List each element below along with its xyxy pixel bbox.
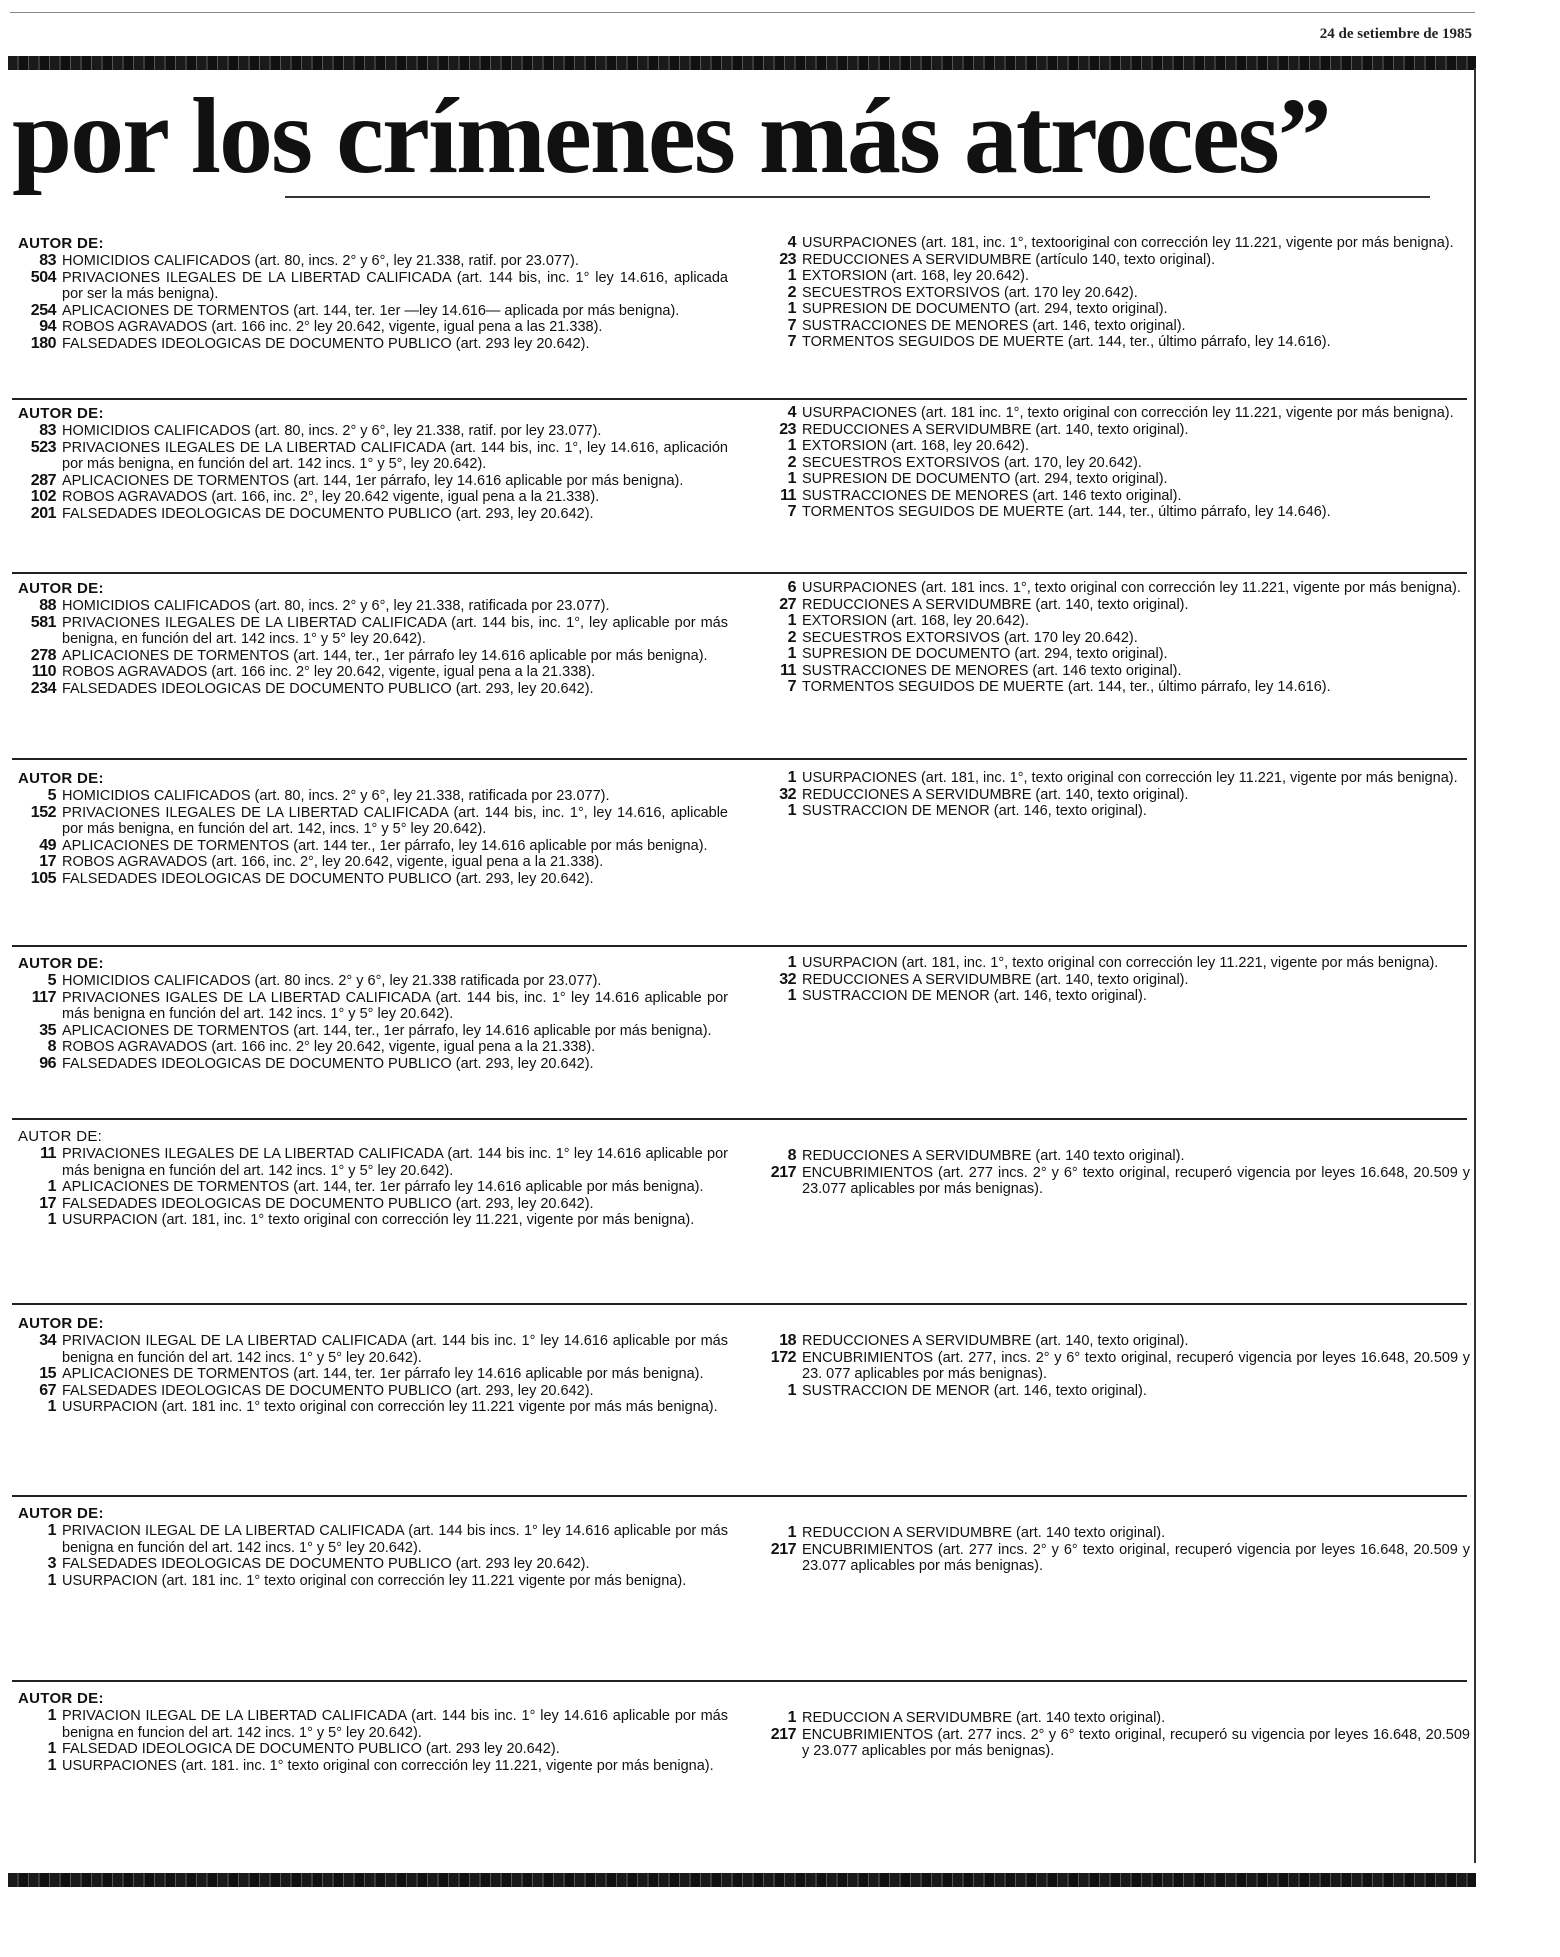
charge-count: 5	[47, 787, 56, 804]
charge-item	[18, 473, 728, 490]
right-column	[758, 1333, 1470, 1399]
left-column	[18, 1690, 728, 1774]
charge-count: 1	[787, 769, 796, 786]
charge-count: 1	[787, 987, 796, 1004]
charge-text: APLICACIONES DE TORMENTOS (art. 144 ter., 1er párrafo, ley 14.616 aplicable por más benigna).	[62, 837, 708, 854]
charge-text: PRIVACIONES ILEGALES DE LA LIBERTAD CALIFICADA (art. 144 bis inc. 1° ley 14.616 aplicable por más benigna en función del art. 142 incs. 1° y 5° ley 20.642).	[62, 1146, 728, 1179]
charge-item	[758, 646, 1470, 663]
headline-rule	[285, 196, 1430, 198]
charge-item	[18, 788, 728, 805]
charge-item	[758, 488, 1470, 505]
charge-count: 23	[779, 250, 796, 268]
charge-item	[758, 252, 1470, 269]
charge-item	[758, 1727, 1470, 1760]
charge-item	[18, 1146, 728, 1179]
charge-text: REDUCCIONES A SERVIDUMBRE (artículo 140, texto original).	[802, 251, 1216, 268]
charge-item	[758, 405, 1470, 422]
charge-text: USURPACIONES (art. 181. inc. 1° texto original con corrección ley 11.221, vigente por más benigna).	[62, 1757, 714, 1774]
charge-item	[758, 988, 1470, 1005]
charge-count: 581	[30, 613, 56, 631]
charge-count: 504	[30, 268, 56, 286]
charge-count: 7	[787, 316, 796, 334]
charge-count: 278	[30, 646, 56, 664]
charge-text: FALSEDADES IDEOLOGICAS DE DOCUMENTO PUBLICO (art. 293 ley 20.642).	[62, 335, 590, 352]
charge-item	[758, 504, 1470, 521]
left-column	[18, 235, 728, 352]
charge-count: 4	[787, 234, 796, 251]
charge-item	[758, 972, 1470, 989]
charge-text: USURPACIONES (art. 181, inc. 1°, textooriginal con corrección ley 11.221, vigente por más benigna).	[802, 235, 1454, 251]
charge-item	[758, 235, 1470, 252]
charge-count: 1	[47, 1398, 56, 1415]
charge-count: 83	[39, 422, 56, 439]
charge-text: FALSEDADES IDEOLOGICAS DE DOCUMENTO PUBLICO (art. 293, ley 20.642).	[62, 870, 594, 887]
charge-text: SUSTRACCIONES DE MENORES (art. 146 texto original).	[802, 487, 1182, 504]
charge-count: 7	[787, 503, 796, 520]
section-divider	[12, 945, 1467, 947]
charge-text: HOMICIDIOS CALIFICADOS (art. 80, incs. 2° y 6°, ley 21.338, ratif. por 23.077).	[62, 253, 579, 269]
charge-count: 7	[787, 333, 796, 350]
charge-count: 1	[787, 1709, 796, 1726]
charge-count: 523	[30, 438, 56, 456]
charge-text: USURPACION (art. 181, inc. 1°, texto original con corrección ley 11.221, vigente por más benigna).	[802, 955, 1439, 971]
charge-item	[758, 1165, 1470, 1198]
section-divider	[12, 572, 1467, 574]
charge-item	[18, 1366, 728, 1383]
charge-count: 8	[787, 1147, 796, 1164]
charge-text: PRIVACIONES ILEGALES DE LA LIBERTAD CALIFICADA (art. 144 bis, inc. 1°, ley aplicable por más benigna, en función del art. 142 incs. 1° y 5° ley 20.642).	[62, 614, 728, 647]
charge-text: FALSEDADES IDEOLOGICAS DE DOCUMENTO PUBLICO (art. 293, ley 20.642).	[62, 1055, 594, 1072]
charge-text: EXTORSION (art. 168, ley 20.642).	[802, 613, 1029, 629]
charge-item	[18, 303, 728, 320]
charge-item	[758, 1333, 1470, 1350]
charge-count: 1	[787, 300, 796, 317]
right-column	[758, 1525, 1470, 1575]
charge-count: 32	[779, 970, 796, 988]
charge-item	[758, 268, 1470, 285]
autor-de-heading: AUTOR DE:	[18, 1690, 104, 1707]
charge-item	[18, 805, 728, 838]
charge-item	[758, 597, 1470, 614]
charge-count: 5	[47, 972, 56, 989]
charge-text: SECUESTROS EXTORSIVOS (art. 170, ley 20.642).	[802, 454, 1142, 471]
charge-text: APLICACIONES DE TORMENTOS (art. 144, ter., 1er párrafo, ley 14.616 aplicable por más benigna).	[62, 1022, 712, 1039]
charge-count: 1	[47, 1522, 56, 1539]
autor-de-heading: AUTOR DE:	[18, 770, 104, 787]
charge-count: 6	[787, 579, 796, 596]
right-column	[758, 770, 1470, 820]
charge-text: SUSTRACCIONES DE MENORES (art. 146, texto original).	[802, 317, 1186, 334]
charge-count: 4	[787, 404, 796, 421]
left-column	[18, 405, 728, 522]
charge-text: EXTORSION (art. 168, ley 20.642).	[802, 268, 1029, 284]
top-rule	[10, 12, 1475, 13]
charge-item	[758, 455, 1470, 472]
charge-count: 217	[770, 1725, 796, 1743]
charge-count: 11	[40, 1145, 56, 1162]
charge-count: 1	[787, 1381, 796, 1399]
charge-item	[758, 630, 1470, 647]
charge-text: REDUCCIONES A SERVIDUMBRE (art. 140, texto original).	[802, 971, 1189, 988]
section-divider	[12, 1495, 1467, 1497]
charge-item	[18, 423, 728, 440]
charge-count: 117	[31, 988, 56, 1006]
charge-count: 88	[39, 597, 56, 614]
charge-count: 1	[787, 1524, 796, 1541]
charge-text: APLICACIONES DE TORMENTOS (art. 144, ter., 1er párrafo ley 14.616 aplicable por más benigna).	[62, 647, 708, 664]
charge-count: 201	[30, 504, 56, 522]
left-column	[18, 1505, 728, 1589]
charge-item	[18, 1708, 728, 1741]
left-column	[18, 1315, 728, 1416]
charge-text: ENCUBRIMIENTOS (art. 277, incs. 2° y 6° texto original, recuperó vigencia por leyes 16.648, 20.509 y 23. 077 aplicables por más benignas).	[802, 1349, 1470, 1382]
charge-item	[758, 1525, 1470, 1542]
charge-text: USURPACION (art. 181 inc. 1° texto original con corrección ley 11.221 vigente por más benigna).	[62, 1572, 687, 1589]
charge-text: FALSEDADES IDEOLOGICAS DE DOCUMENTO PUBLICO (art. 293, ley 20.642).	[62, 1195, 594, 1212]
charge-count: 67	[39, 1381, 56, 1399]
charge-text: ROBOS AGRAVADOS (art. 166 inc. 2° ley 20.642, vigente, igual pena a las 21.338).	[62, 319, 603, 335]
charge-count: 1	[47, 1571, 56, 1589]
charge-item	[18, 489, 728, 506]
charge-item	[18, 1523, 728, 1556]
charge-text: APLICACIONES DE TORMENTOS (art. 144, 1er párrafo, ley 14.616 aplicable por más benigna).	[62, 472, 684, 489]
charge-text: ENCUBRIMIENTOS (art. 277 incs. 2° y 6° texto original, recuperó su vigencia por leyes 16.648, 20.509 y 23.077 aplicables por más benignas).	[802, 1726, 1470, 1759]
charge-item	[18, 973, 728, 990]
charge-text: USURPACION (art. 181, inc. 1° texto original con corrección ley 11.221, vigente por más benigna).	[62, 1212, 695, 1228]
charge-count: 27	[779, 595, 796, 613]
charge-text: ROBOS AGRAVADOS (art. 166, inc. 2°, ley 20.642, vigente, igual pena a la 21.338).	[62, 854, 604, 870]
charge-text: USURPACIONES (art. 181 incs. 1°, texto original con corrección ley 11.221, vigente por más benigna).	[802, 580, 1461, 596]
charge-count: 15	[39, 1365, 56, 1382]
charge-count: 1	[47, 1756, 56, 1774]
charge-text: FALSEDADES IDEOLOGICAS DE DOCUMENTO PUBLICO (art. 293, ley 20.642).	[62, 680, 594, 697]
charge-text: PRIVACIONES ILEGALES DE LA LIBERTAD CALIFICADA (art. 144 bis, inc. 1° ley 14.616, aplicada por ser la más benigna).	[62, 269, 728, 302]
charge-item	[18, 1573, 728, 1590]
right-frame-rule	[1474, 68, 1476, 1863]
charge-count: 2	[787, 453, 796, 471]
charge-item	[758, 1350, 1470, 1383]
charge-item	[758, 1383, 1470, 1400]
right-column	[758, 580, 1470, 696]
charge-count: 1	[787, 267, 796, 284]
charge-text: SUPRESION DE DOCUMENTO (art. 294, texto original).	[802, 471, 1168, 487]
autor-de-heading: AUTOR DE:	[18, 1505, 104, 1522]
charge-text: APLICACIONES DE TORMENTOS (art. 144, ter. 1er párrafo ley 14.616 aplicable por más benigna).	[62, 1366, 704, 1382]
charge-text: EXTORSION (art. 168, ley 20.642).	[802, 438, 1029, 454]
right-column	[758, 1710, 1470, 1760]
section-divider	[12, 1680, 1467, 1682]
charge-item	[18, 253, 728, 270]
charge-item	[758, 438, 1470, 455]
charge-item	[758, 1710, 1470, 1727]
charge-count: 94	[39, 318, 56, 335]
charge-count: 217	[770, 1540, 796, 1558]
autor-de-heading: AUTOR DE:	[18, 580, 104, 597]
charge-text: ENCUBRIMIENTOS (art. 277 incs. 2° y 6° texto original, recuperó vigencia por leyes 16.648, 20.509 y 23.077 aplicables por más benignas).	[802, 1164, 1470, 1197]
charge-item	[758, 787, 1470, 804]
right-column	[758, 405, 1470, 521]
charge-count: 49	[39, 836, 56, 854]
charge-text: SECUESTROS EXTORSIVOS (art. 170 ley 20.642).	[802, 629, 1138, 646]
charge-item	[18, 1023, 728, 1040]
charge-count: 32	[779, 785, 796, 803]
charge-count: 3	[47, 1555, 56, 1572]
charge-count: 1	[47, 1740, 56, 1757]
charge-count: 1	[787, 645, 796, 662]
charge-text: REDUCCION A SERVIDUMBRE (art. 140 texto original).	[802, 1710, 1166, 1726]
charge-text: ROBOS AGRAVADOS (art. 166 inc. 2° ley 20.642, vigente, igual pena a la 21.338).	[62, 1039, 596, 1055]
charge-text: HOMICIDIOS CALIFICADOS (art. 80, incs. 2° y 6°, ley 21.338, ratif. por ley 23.077).	[62, 423, 602, 439]
charge-text: HOMICIDIOS CALIFICADOS (art. 80, incs. 2° y 6°, ley 21.338, ratificada por 23.077).	[62, 788, 610, 804]
charge-text: TORMENTOS SEGUIDOS DE MUERTE (art. 144, ter., último párrafo, ley 14.616).	[802, 679, 1331, 695]
charge-text: FALSEDADES IDEOLOGICAS DE DOCUMENTO PUBLICO (art. 293 ley 20.642).	[62, 1556, 590, 1572]
charge-item	[18, 1758, 728, 1775]
charge-count: 110	[31, 663, 56, 680]
charge-count: 1	[787, 802, 796, 819]
charge-text: FALSEDADES IDEOLOGICAS DE DOCUMENTO PUBLICO (art. 293, ley 20.642).	[62, 1382, 594, 1399]
charge-text: REDUCCIONES A SERVIDUMBRE (art. 140 texto original).	[802, 1148, 1185, 1164]
charge-text: PRIVACIONES IGALES DE LA LIBERTAD CALIFICADA (art. 144 bis, inc. 1° ley 14.616 aplicable por más benigna en función del art. 142 incs. 1° y 5° ley 20.642).	[62, 989, 728, 1022]
autor-de-heading: AUTOR DE:	[18, 1128, 103, 1145]
charge-item	[18, 854, 728, 871]
charge-item	[18, 615, 728, 648]
charge-item	[758, 334, 1470, 351]
charge-text: SUSTRACCION DE MENOR (art. 146, texto original).	[802, 803, 1147, 819]
charge-item	[18, 648, 728, 665]
charge-count: 180	[30, 334, 56, 352]
charge-text: TORMENTOS SEGUIDOS DE MUERTE (art. 144, ter., último párrafo, ley 14.646).	[802, 504, 1331, 520]
charge-item	[758, 613, 1470, 630]
charge-text: PRIVACION ILEGAL DE LA LIBERTAD CALIFICADA (art. 144 bis incs. 1° ley 14.616 aplicable por más benigna en función del art. 142 incs. 1° y 5° ley 20.642).	[62, 1523, 728, 1556]
charge-text: FALSEDAD IDEOLOGICA DE DOCUMENTO PUBLICO (art. 293 ley 20.642).	[62, 1741, 560, 1757]
charge-count: 2	[787, 283, 796, 301]
charge-item	[18, 1179, 728, 1196]
charge-item	[18, 1212, 728, 1229]
charge-count: 1	[47, 1211, 56, 1228]
charge-item	[758, 1542, 1470, 1575]
headline: por los crímenes más atroces”	[12, 77, 1330, 196]
charge-item	[18, 1556, 728, 1573]
charge-text: SUSTRACCION DE MENOR (art. 146, texto original).	[802, 988, 1147, 1004]
charge-item	[758, 285, 1470, 302]
charge-text: SUPRESION DE DOCUMENTO (art. 294, texto original).	[802, 646, 1168, 662]
charge-count: 152	[30, 803, 56, 821]
charge-count: 96	[39, 1054, 56, 1072]
charge-text: APLICACIONES DE TORMENTOS (art. 144, ter. 1er —ley 14.616— aplicada por más benigna).	[62, 302, 680, 319]
autor-de-heading: AUTOR DE:	[18, 405, 104, 422]
charge-count: 11	[780, 661, 796, 679]
charge-count: 17	[39, 1194, 56, 1212]
charge-item	[758, 663, 1470, 680]
charge-count: 1	[787, 437, 796, 454]
charge-item	[18, 1039, 728, 1056]
charge-item	[18, 270, 728, 303]
charge-text: REDUCCIONES A SERVIDUMBRE (art. 140, texto original).	[802, 596, 1189, 613]
charge-text: PRIVACION ILEGAL DE LA LIBERTAD CALIFICADA (art. 144 bis inc. 1° ley 14.616 aplicable por más benigna en función del art. 142 incs. 1° y 5° ley 20.642).	[62, 1333, 728, 1366]
charge-count: 234	[30, 679, 56, 697]
charge-count: 35	[39, 1021, 56, 1039]
charge-text: APLICACIONES DE TORMENTOS (art. 144, ter. 1er párrafo ley 14.616 aplicable por más benigna).	[62, 1179, 704, 1195]
charge-item	[18, 440, 728, 473]
charge-text: HOMICIDIOS CALIFICADOS (art. 80 incs. 2° y 6°, ley 21.338 ratificada por 23.077).	[62, 973, 602, 989]
autor-de-heading: AUTOR DE:	[18, 235, 104, 252]
charge-count: 254	[30, 301, 56, 319]
charge-item	[758, 1148, 1470, 1165]
charge-text: USURPACION (art. 181 inc. 1° texto original con corrección ley 11.221 vigente por más más benigna).	[62, 1399, 718, 1415]
charge-text: HOMICIDIOS CALIFICADOS (art. 80, incs. 2° y 6°, ley 21.338, ratificada por 23.077).	[62, 598, 610, 614]
charge-item	[18, 1741, 728, 1758]
charge-item	[758, 679, 1470, 696]
charge-item	[758, 955, 1470, 972]
charge-text: ROBOS AGRAVADOS (art. 166, inc. 2°, ley 20.642 vigente, igual pena a la 21.338).	[62, 489, 600, 505]
charge-text: PRIVACIONES ILEGALES DE LA LIBERTAD CALIFICADA (art. 144 bis, inc. 1°, ley 14.616, aplicación por más benigna, en función del art. 142 incs. 1° y 5°, ley 20.642).	[62, 439, 728, 472]
charge-text: USURPACIONES (art. 181 inc. 1°, texto original con corrección ley 11.221, vigente por más benigna).	[802, 405, 1454, 421]
charge-text: SUSTRACCIONES DE MENORES (art. 146 texto original).	[802, 662, 1182, 679]
left-column	[18, 580, 728, 697]
charge-item	[758, 803, 1470, 820]
charge-item	[18, 598, 728, 615]
left-column	[18, 955, 728, 1072]
charge-count: 102	[30, 488, 56, 505]
charge-count: 1	[47, 1178, 56, 1195]
charge-item	[18, 1056, 728, 1073]
charge-text: PRIVACIONES ILEGALES DE LA LIBERTAD CALIFICADA (art. 144 bis, inc. 1°, ley 14.616, aplicable por más benigna, en función del art. 142, incs. 1° y 5° ley 20.642).	[62, 804, 728, 837]
charge-item	[18, 1399, 728, 1416]
autor-de-heading: AUTOR DE:	[18, 955, 104, 972]
left-column	[18, 770, 728, 887]
charge-item	[18, 838, 728, 855]
charge-count: 1	[787, 954, 796, 971]
charge-count: 17	[39, 853, 56, 870]
charge-count: 172	[770, 1348, 796, 1366]
charge-text: SECUESTROS EXTORSIVOS (art. 170 ley 20.642).	[802, 284, 1138, 301]
charge-count: 23	[779, 420, 796, 438]
charge-count: 7	[787, 678, 796, 695]
charge-item	[18, 681, 728, 698]
charge-text: SUSTRACCION DE MENOR (art. 146, texto original).	[802, 1382, 1147, 1399]
charge-text: REDUCCIONES A SERVIDUMBRE (art. 140, texto original).	[802, 1333, 1189, 1349]
charge-count: 2	[787, 628, 796, 646]
charge-item	[18, 336, 728, 353]
charge-text: REDUCCIONES A SERVIDUMBRE (art. 140, texto original).	[802, 786, 1189, 803]
charge-text: ENCUBRIMIENTOS (art. 277 incs. 2° y 6° texto original, recuperó vigencia por leyes 16.648, 20.509 y 23.077 aplicables por más benignas).	[802, 1541, 1470, 1574]
section-divider	[12, 1303, 1467, 1305]
charge-item	[18, 1333, 728, 1366]
charge-item	[18, 506, 728, 523]
bottom-band	[8, 1873, 1476, 1887]
charge-count: 105	[30, 869, 56, 887]
autor-de-heading: AUTOR DE:	[18, 1315, 104, 1332]
charge-item	[758, 770, 1470, 787]
charge-count: 1	[787, 612, 796, 629]
charge-text: PRIVACION ILEGAL DE LA LIBERTAD CALIFICADA (art. 144 bis inc. 1° ley 14.616 aplicable por más benigna en funcion del art. 142 incs. 1° y 5° ley 20.642).	[62, 1708, 728, 1741]
charge-item	[18, 871, 728, 888]
charge-text: USURPACIONES (art. 181, inc. 1°, texto original con corrección ley 11.221, vigente por más benigna).	[802, 770, 1458, 786]
charge-item	[758, 580, 1470, 597]
section-divider	[12, 758, 1467, 760]
charge-item	[18, 319, 728, 336]
charge-count: 34	[39, 1332, 56, 1349]
charge-text: REDUCCION A SERVIDUMBRE (art. 140 texto original).	[802, 1525, 1166, 1541]
charge-text: ROBOS AGRAVADOS (art. 166 inc. 2° ley 20.642, vigente, igual pena a la 21.338).	[62, 664, 596, 680]
section-divider	[12, 1118, 1467, 1120]
charge-text: TORMENTOS SEGUIDOS DE MUERTE (art. 144, ter., último párrafo, ley 14.616).	[802, 334, 1331, 350]
charge-item	[758, 301, 1470, 318]
right-column	[758, 1148, 1470, 1198]
charge-item	[758, 422, 1470, 439]
right-column	[758, 955, 1470, 1005]
section-divider	[12, 398, 1467, 400]
top-band	[8, 56, 1476, 70]
charge-count: 11	[780, 486, 796, 504]
charge-count: 217	[770, 1163, 796, 1181]
charge-item	[758, 471, 1470, 488]
charge-item	[18, 664, 728, 681]
charge-text: FALSEDADES IDEOLOGICAS DE DOCUMENTO PUBLICO (art. 293, ley 20.642).	[62, 505, 594, 522]
right-column	[758, 235, 1470, 351]
charge-item	[18, 990, 728, 1023]
left-column	[18, 1128, 728, 1229]
charge-count: 18	[779, 1332, 796, 1349]
charge-count: 1	[787, 470, 796, 487]
charge-count: 287	[30, 471, 56, 489]
charge-count: 8	[47, 1038, 56, 1055]
charge-item	[758, 318, 1470, 335]
charge-item	[18, 1383, 728, 1400]
charge-item	[18, 1196, 728, 1213]
charge-text: REDUCCIONES A SERVIDUMBRE (art. 140, texto original).	[802, 421, 1189, 438]
charge-count: 1	[47, 1707, 56, 1724]
page-date: 24 de setiembre de 1985	[1319, 26, 1472, 42]
charge-count: 83	[39, 252, 56, 269]
charge-text: SUPRESION DE DOCUMENTO (art. 294, texto original).	[802, 301, 1168, 317]
